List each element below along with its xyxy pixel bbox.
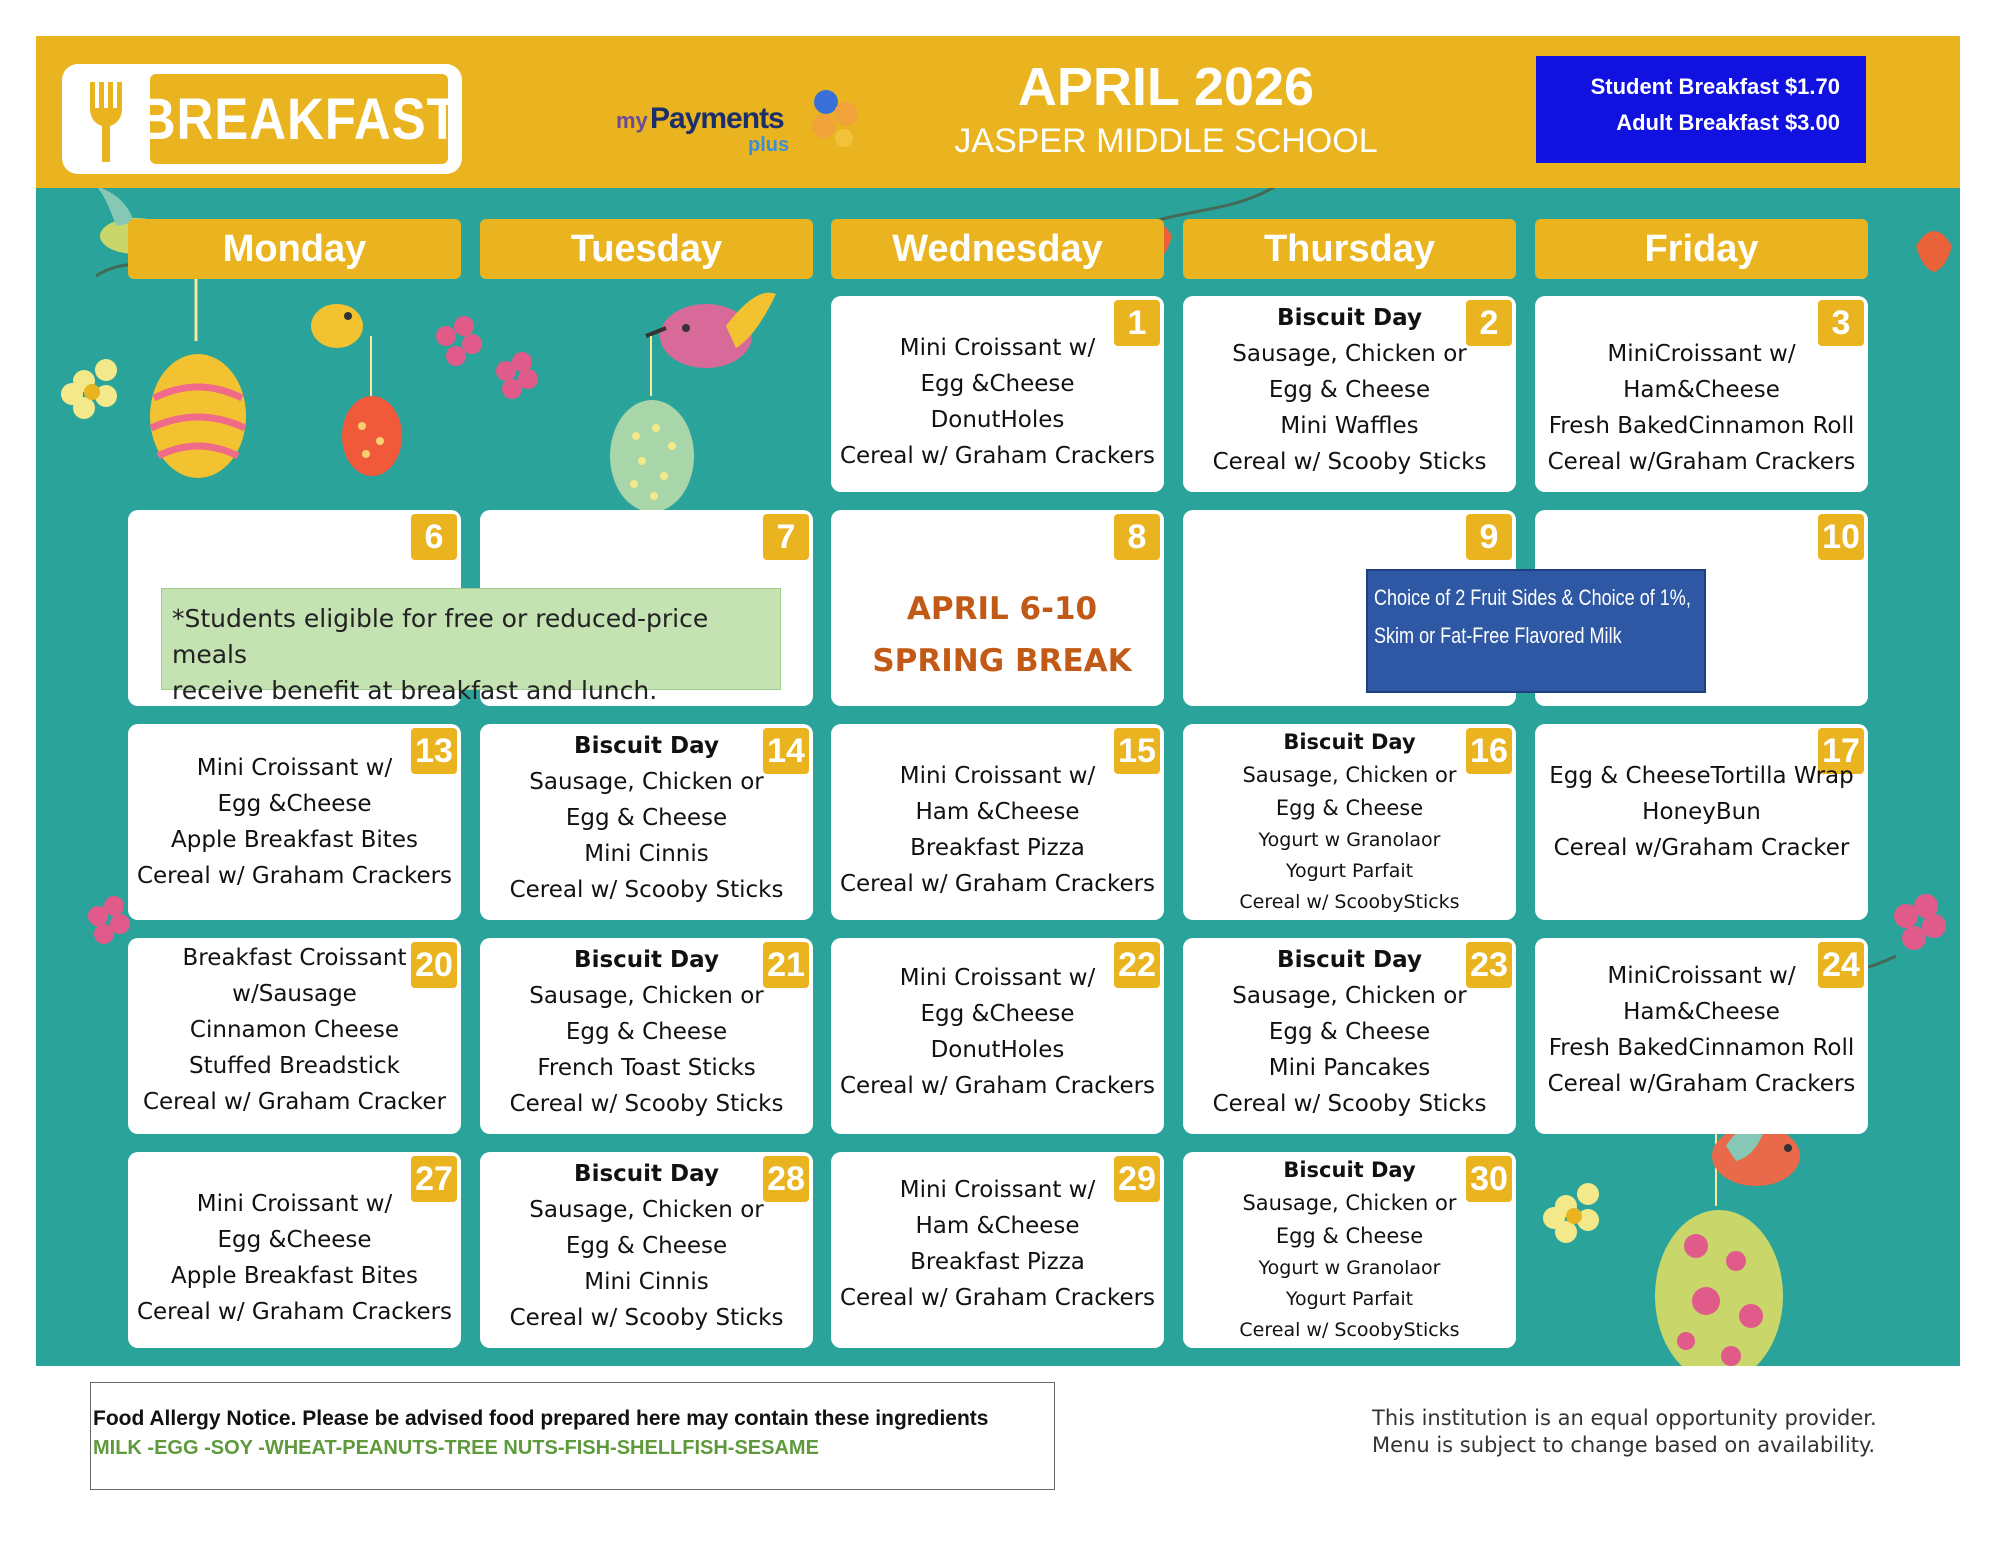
menu-item: Fresh BakedCinnamon Roll bbox=[1548, 413, 1855, 439]
day-cell-16 bbox=[1183, 724, 1516, 920]
menu-item: Egg & Cheese bbox=[1275, 1224, 1424, 1248]
menu-item: Cereal w/ ScoobySticks bbox=[1239, 891, 1460, 913]
breakfast-label: BREAKFAST bbox=[139, 86, 459, 152]
day-cell-2 bbox=[1183, 296, 1516, 492]
menu-month-title: APRIL 2026 bbox=[1017, 57, 1315, 117]
day-number: 2 bbox=[1466, 300, 1512, 346]
menu-items bbox=[128, 1186, 461, 1330]
biscuit-day-title: Biscuit Day bbox=[1283, 730, 1416, 754]
milk-choice-note bbox=[1366, 569, 1706, 693]
day-number: 3 bbox=[1818, 300, 1864, 346]
menu-item: Egg & Cheese bbox=[1268, 377, 1431, 403]
day-cell-30 bbox=[1183, 1152, 1516, 1348]
biscuit-day-title: Biscuit Day bbox=[1277, 305, 1422, 331]
day-cell-14 bbox=[480, 724, 813, 920]
mpp-plus-text: plus bbox=[748, 134, 790, 156]
day-number: 27 bbox=[411, 1156, 457, 1202]
allergen-list: MILK -EGG -SOY -WHEAT-PEANUTS-TREE NUTS-FISH-SHELLFISH-SESAME bbox=[93, 1437, 819, 1459]
menu-item: Apple Breakfast Bites bbox=[171, 827, 418, 853]
menu-item: Egg & Cheese bbox=[565, 1233, 728, 1259]
allergy-notice-title: Food Allergy Notice. Please be advised food prepared here may contain these ingredients bbox=[93, 1407, 989, 1430]
day-cell-17 bbox=[1535, 724, 1868, 920]
menu-calendar bbox=[36, 36, 1960, 1366]
day-cell-24 bbox=[1535, 938, 1868, 1134]
mypaymentsplus-logo bbox=[616, 88, 876, 178]
menu-item: Mini Pancakes bbox=[1268, 1055, 1431, 1081]
menu-item: Egg & Cheese bbox=[1268, 1019, 1431, 1045]
menu-item: Mini Croissant w/ bbox=[899, 763, 1096, 789]
biscuit-day-title: Biscuit Day bbox=[1283, 1158, 1416, 1182]
eligibility-note bbox=[161, 588, 781, 705]
day-cell-21 bbox=[480, 938, 813, 1134]
menu-items bbox=[831, 1172, 1164, 1316]
day-header-monday: Monday bbox=[128, 219, 461, 279]
menu-items bbox=[128, 940, 461, 1120]
menu-item: Breakfast Pizza bbox=[910, 835, 1085, 861]
menu-item: Cereal w/ Graham Cracker bbox=[142, 1089, 447, 1115]
menu-item: Egg & Cheese bbox=[1275, 796, 1424, 820]
menu-item: Apple Breakfast Bites bbox=[171, 1263, 418, 1289]
school-name: JASPER MIDDLE SCHOOL bbox=[954, 122, 1378, 160]
day-cell-28 bbox=[480, 1152, 813, 1348]
biscuit-day-title: Biscuit Day bbox=[1277, 947, 1422, 973]
menu-item: Ham &Cheese bbox=[915, 799, 1080, 825]
menu-item: Mini Croissant w/ bbox=[899, 335, 1096, 361]
menu-item: Sausage, Chicken or bbox=[1232, 341, 1467, 367]
day-cell-22 bbox=[831, 938, 1164, 1134]
menu-items bbox=[1535, 758, 1868, 866]
menu-item: Cereal w/ Scooby Sticks bbox=[509, 877, 784, 903]
menu-items bbox=[1183, 1154, 1516, 1346]
day-number: 13 bbox=[411, 728, 457, 774]
price-box bbox=[1536, 56, 1866, 163]
menu-item: Ham&Cheese bbox=[1623, 999, 1780, 1025]
menu-item: Cereal w/Graham Cracker bbox=[1553, 835, 1850, 861]
menu-items bbox=[480, 1156, 813, 1336]
menu-item: Sausage, Chicken or bbox=[529, 983, 764, 1009]
menu-item: Mini Croissant w/ bbox=[196, 1191, 393, 1217]
mpp-dots-icon bbox=[798, 88, 864, 154]
menu-item: Mini Croissant w/ bbox=[899, 965, 1096, 991]
menu-item: Cereal w/Graham Crackers bbox=[1547, 1071, 1856, 1097]
menu-item: MiniCroissant w/ bbox=[1607, 963, 1796, 989]
breakfast-logo bbox=[62, 64, 462, 174]
mpp-my-text: my bbox=[616, 108, 648, 133]
day-cell-1 bbox=[831, 296, 1164, 492]
mpp-payments-text: Payments bbox=[650, 102, 784, 135]
menu-item: DonutHoles bbox=[930, 407, 1065, 433]
day-number: 14 bbox=[763, 728, 809, 774]
menu-item: Sausage, Chicken or bbox=[529, 1197, 764, 1223]
menu-item: Yogurt Parfait bbox=[1285, 860, 1414, 882]
menu-item: Cereal w/ Scooby Sticks bbox=[1212, 449, 1487, 475]
easter-egg-icon bbox=[150, 266, 246, 478]
spring-break-note bbox=[836, 583, 1168, 687]
menu-item: French Toast Sticks bbox=[537, 1055, 756, 1081]
footer-disclaimer bbox=[1372, 1405, 1877, 1459]
menu-item: Cereal w/ Scooby Sticks bbox=[509, 1091, 784, 1117]
header-band bbox=[36, 36, 1960, 188]
milk-note-line: Choice of 2 Fruit Sides & Choice of 1%, bbox=[1374, 585, 1691, 610]
adult-price: Adult Breakfast $3.00 bbox=[1616, 110, 1840, 135]
fork-icon bbox=[86, 82, 126, 162]
bird-icon bbox=[646, 293, 776, 368]
milk-note-line: Skim or Fat-Free Flavored Milk bbox=[1374, 623, 1622, 648]
spring-break-dates: APRIL 6-10 bbox=[906, 591, 1098, 627]
subject-to-change-text: Menu is subject to change based on availability. bbox=[1372, 1433, 1876, 1457]
day-cell-13 bbox=[128, 724, 461, 920]
day-number: 7 bbox=[763, 514, 809, 560]
menu-item: Mini Croissant w/ bbox=[196, 755, 393, 781]
menu-item: Fresh BakedCinnamon Roll bbox=[1548, 1035, 1855, 1061]
day-header-tuesday: Tuesday bbox=[480, 219, 813, 279]
menu-item: Sausage, Chicken or bbox=[1242, 763, 1457, 787]
menu-item: Cereal w/ Graham Crackers bbox=[136, 863, 453, 889]
menu-item: Cereal w/ Graham Crackers bbox=[839, 1285, 1156, 1311]
day-number: 15 bbox=[1114, 728, 1160, 774]
menu-item: HoneyBun bbox=[1642, 799, 1761, 825]
menu-item: Breakfast Pizza bbox=[910, 1249, 1085, 1275]
day-number: 16 bbox=[1466, 728, 1512, 774]
menu-item: Ham&Cheese bbox=[1623, 377, 1780, 403]
day-cell-29 bbox=[831, 1152, 1164, 1348]
student-price: Student Breakfast $1.70 bbox=[1590, 74, 1840, 99]
menu-item: Egg &Cheese bbox=[920, 371, 1075, 397]
menu-items bbox=[480, 942, 813, 1122]
menu-item: Ham &Cheese bbox=[915, 1213, 1080, 1239]
menu-item: Yogurt Parfait bbox=[1285, 1288, 1414, 1310]
menu-items bbox=[1535, 336, 1868, 480]
day-number: 22 bbox=[1114, 942, 1160, 988]
menu-item: Mini Cinnis bbox=[584, 841, 709, 867]
equal-opportunity-text: This institution is an equal opportunity provider. bbox=[1372, 1406, 1877, 1430]
menu-item: Egg &Cheese bbox=[217, 791, 372, 817]
day-number: 30 bbox=[1466, 1156, 1512, 1202]
day-number: 9 bbox=[1466, 514, 1512, 560]
day-number: 24 bbox=[1818, 942, 1864, 988]
day-number: 8 bbox=[1114, 514, 1160, 560]
day-number: 20 bbox=[411, 942, 457, 988]
menu-item: Cereal w/ ScoobySticks bbox=[1239, 1319, 1460, 1341]
day-cell-27 bbox=[128, 1152, 461, 1348]
day-header-thursday: Thursday bbox=[1183, 219, 1516, 279]
menu-item: Egg & CheeseTortilla Wrap bbox=[1549, 763, 1854, 789]
day-number: 10 bbox=[1818, 514, 1864, 560]
menu-item: DonutHoles bbox=[930, 1037, 1065, 1063]
menu-item: Egg & Cheese bbox=[565, 805, 728, 831]
day-cell-3 bbox=[1535, 296, 1868, 492]
menu-item: Egg & Cheese bbox=[565, 1019, 728, 1045]
allergy-notice bbox=[90, 1382, 1055, 1490]
menu-items bbox=[1183, 942, 1516, 1122]
menu-item: Sausage, Chicken or bbox=[1242, 1191, 1457, 1215]
menu-items bbox=[1183, 300, 1516, 480]
spring-break-label: SPRING BREAK bbox=[872, 643, 1132, 679]
biscuit-day-title: Biscuit Day bbox=[574, 1161, 719, 1187]
day-number: 23 bbox=[1466, 942, 1512, 988]
menu-item: Sausage, Chicken or bbox=[529, 769, 764, 795]
menu-item: Mini Cinnis bbox=[584, 1269, 709, 1295]
menu-item: Stuffed Breadstick bbox=[188, 1053, 401, 1079]
menu-item: Cereal w/ Graham Crackers bbox=[839, 443, 1156, 469]
menu-item: Cereal w/ Scooby Sticks bbox=[1212, 1091, 1487, 1117]
day-header-wednesday: Wednesday bbox=[831, 219, 1164, 279]
menu-items bbox=[1183, 726, 1516, 918]
menu-item: w/Sausage bbox=[232, 981, 357, 1007]
day-header-friday: Friday bbox=[1535, 219, 1868, 279]
biscuit-day-title: Biscuit Day bbox=[574, 947, 719, 973]
breakfast-label-box bbox=[139, 74, 459, 164]
menu-item: Breakfast Croissant bbox=[182, 945, 407, 971]
day-cell-23 bbox=[1183, 938, 1516, 1134]
eligibility-line: *Students eligible for free or reduced-price meals bbox=[172, 604, 709, 669]
menu-items bbox=[480, 728, 813, 908]
menu-item: Cereal w/ Graham Crackers bbox=[136, 1299, 453, 1325]
menu-item: Cereal w/ Scooby Sticks bbox=[509, 1305, 784, 1331]
menu-items bbox=[831, 758, 1164, 902]
day-number: 28 bbox=[763, 1156, 809, 1202]
menu-item: MiniCroissant w/ bbox=[1607, 341, 1796, 367]
day-number: 29 bbox=[1114, 1156, 1160, 1202]
menu-items bbox=[831, 330, 1164, 474]
menu-item: Egg &Cheese bbox=[920, 1001, 1075, 1027]
menu-item: Cereal w/Graham Crackers bbox=[1547, 449, 1856, 475]
flower-icon bbox=[61, 359, 117, 419]
day-number: 6 bbox=[411, 514, 457, 560]
menu-item: Cereal w/ Graham Crackers bbox=[839, 871, 1156, 897]
menu-item: Mini Croissant w/ bbox=[899, 1177, 1096, 1203]
eligibility-line: receive benefit at breakfast and lunch. bbox=[172, 676, 658, 705]
day-cell-20 bbox=[128, 938, 461, 1134]
menu-items bbox=[831, 960, 1164, 1104]
menu-item: Cinnamon Cheese bbox=[189, 1017, 400, 1043]
menu-items bbox=[128, 750, 461, 894]
day-cell-15 bbox=[831, 724, 1164, 920]
day-number: 17 bbox=[1818, 728, 1864, 774]
menu-item: Egg &Cheese bbox=[217, 1227, 372, 1253]
day-number: 1 bbox=[1114, 300, 1160, 346]
menu-item: Mini Waffles bbox=[1280, 413, 1419, 439]
menu-item: Cereal w/ Graham Crackers bbox=[839, 1073, 1156, 1099]
biscuit-day-title: Biscuit Day bbox=[574, 733, 719, 759]
menu-item: Yogurt w Granolaor bbox=[1258, 829, 1441, 851]
day-number: 21 bbox=[763, 942, 809, 988]
menu-items bbox=[1535, 958, 1868, 1102]
menu-item: Yogurt w Granolaor bbox=[1258, 1257, 1441, 1279]
menu-item: Sausage, Chicken or bbox=[1232, 983, 1467, 1009]
